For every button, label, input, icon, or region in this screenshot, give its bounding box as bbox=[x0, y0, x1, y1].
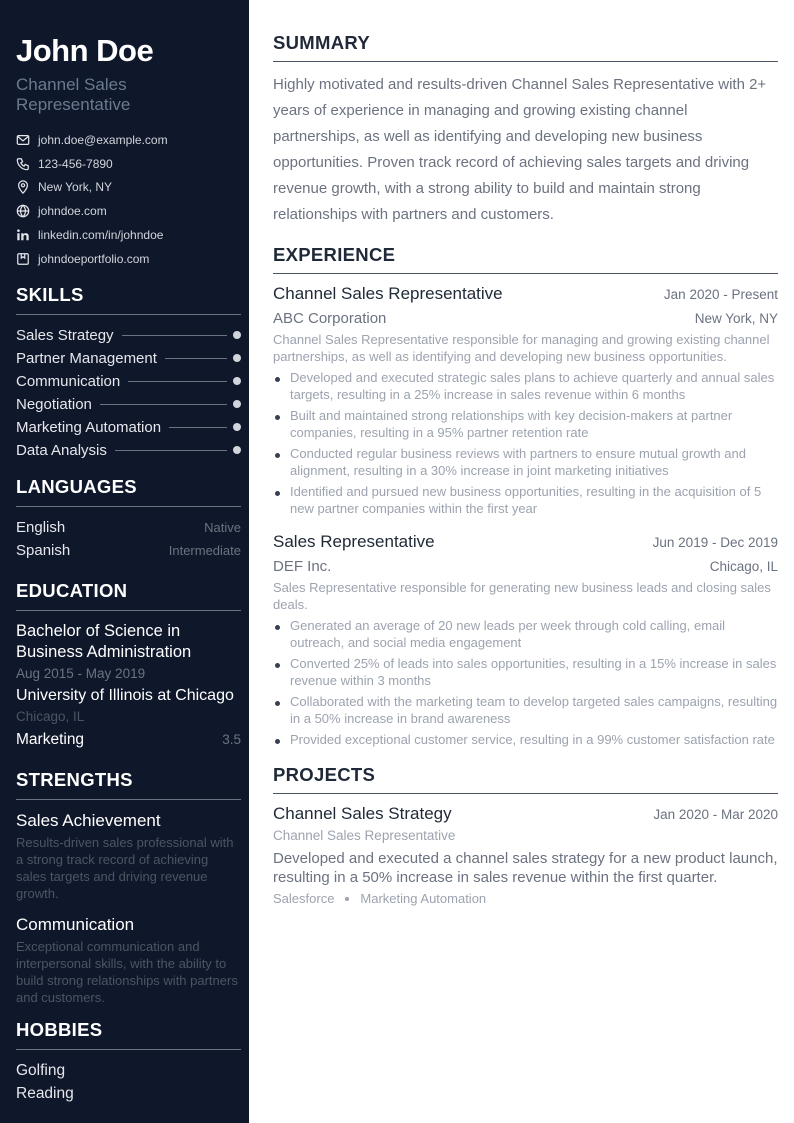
job-company: DEF Inc. bbox=[273, 558, 332, 575]
skill-name: Communication bbox=[16, 372, 121, 390]
skill-level-dot bbox=[233, 331, 241, 339]
tag-separator-dot bbox=[345, 897, 349, 901]
mail-icon bbox=[16, 133, 30, 147]
job-bullet: Identified and pursued new business opportunities, resulting in the acquisition of 5 new partner companies within the first year bbox=[273, 483, 778, 517]
skill-line bbox=[100, 404, 227, 405]
strength-title: Communication bbox=[16, 914, 135, 934]
skill-line bbox=[115, 450, 227, 451]
job-description: Channel Sales Representative responsible for managing and growing existing channel partnerships, as well as identifying and developing new business opportunities. bbox=[273, 332, 770, 364]
skill-level-dot bbox=[233, 446, 241, 454]
skill-line bbox=[128, 381, 227, 382]
job-header bbox=[273, 283, 778, 305]
skill-level-dot bbox=[233, 400, 241, 408]
summary-text: Highly motivated and results-driven Channel Sales Representative with 2+ years of experience in managing and growing existing channel partnerships, as well as identifying and developing new business opportunities. Proven track record of achieving sales targets and driving revenue growth, with a strong ability to build and maintain strong relationships with partners and customers. bbox=[273, 76, 767, 223]
hobbies-heading: HOBBIES bbox=[16, 1019, 241, 1050]
languages-heading: LANGUAGES bbox=[16, 476, 241, 507]
education-field-row bbox=[16, 730, 241, 750]
hobbies-section bbox=[16, 1019, 241, 1105]
language-item bbox=[16, 539, 241, 562]
job-bullet: Converted 25% of leads into sales opportunities, resulting in a 15% increase in sales revenue within 3 months bbox=[273, 655, 778, 689]
education-location: Chicago, IL bbox=[16, 708, 85, 724]
skill-name: Partner Management bbox=[16, 349, 157, 367]
skill-line bbox=[169, 427, 227, 428]
strengths-section bbox=[16, 769, 241, 1006]
job-bullets bbox=[273, 369, 778, 517]
job-bullet: Conducted regular business reviews with partners to ensure mutual growth and alignment, resulting in a 30% increase in joint marketing initiatives bbox=[273, 445, 778, 479]
contact-website[interactable] bbox=[16, 199, 241, 223]
contact-portfolio[interactable] bbox=[16, 247, 241, 271]
experience-section bbox=[273, 244, 778, 748]
strength-item bbox=[16, 810, 241, 902]
education-section bbox=[16, 580, 241, 750]
language-level: Native bbox=[204, 519, 241, 535]
job-bullet: Built and maintained strong relationships with key decision-makers at partner companies, resulting in a 95% partner retention rate bbox=[273, 407, 778, 441]
job-company: ABC Corporation bbox=[273, 310, 387, 327]
project-header bbox=[273, 803, 778, 825]
projects-heading: PROJECTS bbox=[273, 764, 778, 794]
candidate-name: John Doe bbox=[16, 33, 154, 68]
strengths-list bbox=[16, 810, 241, 1006]
job-bullet: Collaborated with the marketing team to develop targeted sales campaigns, resulting in a 50% increase in brand awareness bbox=[273, 693, 778, 727]
strength-item bbox=[16, 914, 241, 1006]
summary-section bbox=[273, 32, 778, 228]
job-bullet: Generated an average of 20 new leads per week through cold calling, email outreach, and social media engagement bbox=[273, 617, 778, 651]
education-entry bbox=[16, 621, 241, 750]
education-school: University of Illinois at Chicago bbox=[16, 686, 234, 704]
job-dates: Jan 2020 - Present bbox=[663, 287, 778, 302]
contact-email-text: john.doe@example.com bbox=[38, 132, 168, 147]
job-dates: Jun 2019 - Dec 2019 bbox=[652, 535, 778, 550]
portfolio-icon bbox=[16, 252, 30, 266]
language-item bbox=[16, 516, 241, 539]
job-entry bbox=[273, 283, 778, 517]
strengths-heading: STRENGTHS bbox=[16, 769, 241, 800]
project-title: Channel Sales Strategy bbox=[273, 804, 452, 823]
skills-list bbox=[16, 324, 241, 462]
candidate-title: Channel Sales Representative bbox=[16, 75, 131, 114]
skill-item bbox=[16, 416, 241, 439]
project-tag: Marketing Automation bbox=[360, 891, 487, 906]
job-bullets bbox=[273, 617, 778, 748]
education-degree: Bachelor of Science in Business Administration bbox=[16, 621, 192, 661]
skill-item bbox=[16, 370, 241, 393]
language-name: English bbox=[16, 518, 66, 536]
project-tag: Salesforce bbox=[273, 891, 335, 906]
project-role: Channel Sales Representative bbox=[273, 828, 456, 843]
contact-phone[interactable] bbox=[16, 152, 241, 176]
skills-heading: SKILLS bbox=[16, 284, 241, 315]
skill-level-dot bbox=[233, 377, 241, 385]
hobbies-list bbox=[16, 1059, 241, 1105]
education-gpa: 3.5 bbox=[222, 731, 241, 747]
skill-name: Marketing Automation bbox=[16, 418, 162, 436]
strength-description: Results-driven sales professional with a strong track record of achieving sales targets and driving revenue growth. bbox=[16, 834, 234, 901]
job-description: Sales Representative responsible for generating new business leads and closing sales deals. bbox=[273, 580, 771, 612]
sidebar bbox=[0, 0, 249, 1123]
job-bullet: Provided exceptional customer service, resulting in a 99% customer satisfaction rate bbox=[273, 731, 778, 748]
linkedin-icon bbox=[16, 228, 30, 242]
skill-item bbox=[16, 324, 241, 347]
skill-line bbox=[122, 335, 227, 336]
skill-level-dot bbox=[233, 423, 241, 431]
contact-website-text: johndoe.com bbox=[38, 204, 107, 219]
contact-email[interactable] bbox=[16, 128, 241, 152]
project-entry bbox=[273, 803, 778, 906]
hobby-item: Reading bbox=[16, 1084, 74, 1102]
job-header bbox=[273, 531, 778, 553]
job-location: Chicago, IL bbox=[709, 559, 778, 574]
skill-name: Sales Strategy bbox=[16, 326, 114, 344]
job-entry bbox=[273, 531, 778, 748]
contact-list bbox=[16, 128, 241, 271]
contact-portfolio-text: johndoeportfolio.com bbox=[38, 251, 150, 266]
summary-heading: SUMMARY bbox=[273, 32, 778, 62]
job-bullet: Developed and executed strategic sales plans to achieve quarterly and annual sales targets, resulting in a 25% increase in sales revenue within 6 months bbox=[273, 369, 778, 403]
job-title: Sales Representative bbox=[273, 532, 435, 551]
job-company-row bbox=[273, 309, 778, 329]
job-company-row bbox=[273, 557, 778, 577]
phone-icon bbox=[16, 157, 30, 171]
job-title: Channel Sales Representative bbox=[273, 284, 503, 303]
language-level: Intermediate bbox=[168, 542, 241, 558]
skill-name: Negotiation bbox=[16, 395, 92, 413]
globe-icon bbox=[16, 204, 30, 218]
language-name: Spanish bbox=[16, 541, 71, 559]
location-pin-icon bbox=[16, 180, 30, 194]
contact-location-text: New York, NY bbox=[38, 180, 113, 195]
projects-section bbox=[273, 764, 778, 906]
project-tags bbox=[273, 891, 778, 906]
experience-heading: EXPERIENCE bbox=[273, 244, 778, 274]
skill-name: Data Analysis bbox=[16, 441, 107, 459]
skill-item bbox=[16, 439, 241, 462]
education-field: Marketing bbox=[16, 730, 85, 748]
skill-item bbox=[16, 393, 241, 416]
strength-title: Sales Achievement bbox=[16, 810, 161, 830]
languages-section bbox=[16, 476, 241, 562]
job-location: New York, NY bbox=[694, 311, 778, 326]
strength-description: Exceptional communication and interpersonal skills, with the ability to build strong relationships with partners and customers. bbox=[16, 938, 238, 1005]
skills-section bbox=[16, 284, 241, 462]
skill-item bbox=[16, 347, 241, 370]
project-description: Developed and executed a channel sales strategy for a new product launch, resulting in a 50% increase in sales revenue within the first quarter. bbox=[273, 850, 778, 886]
project-dates: Jan 2020 - Mar 2020 bbox=[653, 807, 778, 822]
education-heading: EDUCATION bbox=[16, 580, 241, 611]
skill-line bbox=[165, 358, 227, 359]
contact-linkedin-text: linkedin.com/in/johndoe bbox=[38, 228, 164, 243]
skill-level-dot bbox=[233, 354, 241, 362]
contact-location bbox=[16, 176, 241, 200]
languages-list bbox=[16, 516, 241, 562]
main-content bbox=[273, 32, 778, 906]
hobby-item: Golfing bbox=[16, 1061, 66, 1079]
contact-phone-text: 123-456-7890 bbox=[38, 156, 113, 171]
education-dates: Aug 2015 - May 2019 bbox=[16, 665, 146, 681]
contact-linkedin[interactable] bbox=[16, 223, 241, 247]
